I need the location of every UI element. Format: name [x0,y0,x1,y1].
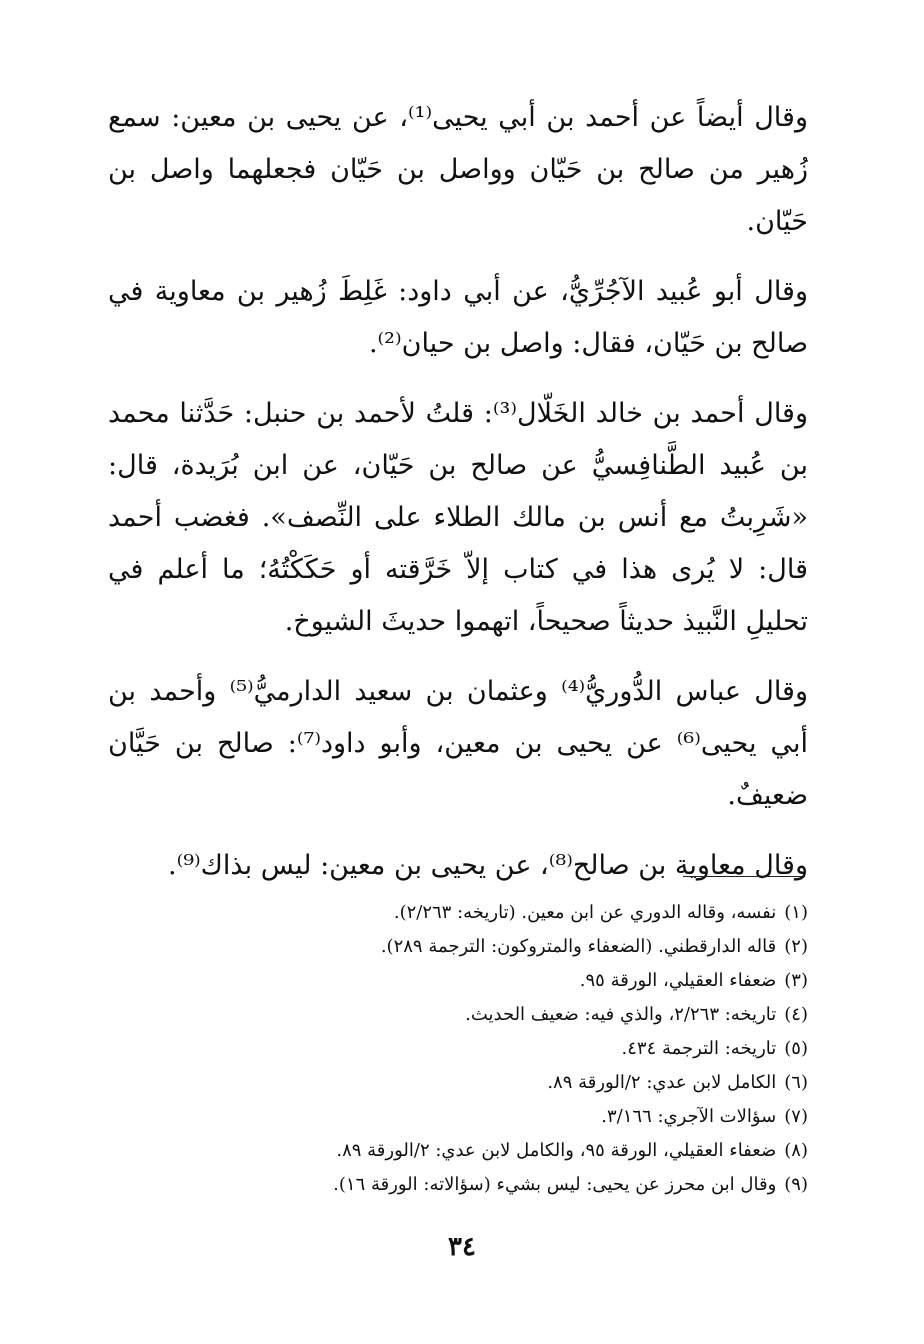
footnote-item [108,1168,808,1202]
footnote-item [108,998,808,1032]
footnote-item [108,1100,808,1134]
main-text [108,92,808,910]
footnote-text: تاريخه: ٢/٢٦٣، والذي فيه: ضعيف الحديث. [465,1004,777,1025]
footnote-number: (٨) [784,1140,808,1161]
footnote-number: (٩) [784,1174,808,1195]
footnote-number: (٣) [784,970,808,991]
footnote-text: قاله الدارقطني. (الضعفاء والمتروكون: الترجمة ٢٨٩). [380,936,777,957]
footnote-number: (١) [784,902,808,923]
paragraph: وقال أحمد بن خالد الخَلّال⁽³⁾: قلتُ لأحمد بن حنبل: حَدَّثنا محمد بن عُبيد الطَّنافِسيُّ عن صالح بن حَيّان، عن ابن بُرَيدة، قال: «شَرِبتُ مع أنس بن مالك الطلاء على النِّصف». فغضب أحمد قال: لا يُرى هذا في كتاب إلاّ خَرَّقته أو حَكَكْتُهُ؛ ما أعلم في تحليلِ النَّبيذ حديثاً صحيحاً، اتهموا حديثَ الشيوخ. [108,398,808,637]
footnote-item [108,930,808,964]
footnote-item [108,1066,808,1100]
footnote-divider [683,876,805,877]
paragraph: وقال أيضاً عن أحمد بن أبي يحيى⁽¹⁾، عن يحيى بن معين: سمع زُهير من صالح بن حَيّان وواصل بن حَيّان فجعلهما واصل بن حَيّان. [108,102,808,237]
paragraph: وقال أبو عُبيد الآجُرِّيُّ، عن أبي داود: غَلِطَ زُهير بن معاوية في صالح بن حَيّان، فقال: واصل بن حيان⁽²⁾. [108,276,808,359]
footnote-number: (٦) [784,1072,808,1093]
footnote-text: ضعفاء العقيلي، الورقة ٩٥. [579,970,777,991]
footnote-item [108,1032,808,1066]
footnote-number: (٢) [784,936,808,957]
footnote-text: ضعفاء العقيلي، الورقة ٩٥، والكامل لابن عدي: ٢/الورقة ٨٩. [336,1140,777,1161]
footnote-number: (٥) [784,1038,808,1059]
footnote-number: (٤) [784,1004,808,1025]
footnote-text: سؤالات الآجري: ٣/١٦٦. [601,1106,777,1127]
paragraph: وقال عباس الدُّوريُّ⁽⁴⁾ وعثمان بن سعيد الدارميُّ⁽⁵⁾ وأحمد بن أبي يحيى⁽⁶⁾ عن يحيى بن معين، وأبو داود⁽⁷⁾: صالح بن حَيَّان ضعيفٌ. [108,676,808,811]
footnote-item [108,1134,808,1168]
footnote-text: وقال ابن محرز عن يحيى: ليس بشيء (سؤالاته: الورقة ١٦). [333,1174,777,1195]
footnote-text: تاريخه: الترجمة ٤٣٤. [621,1038,777,1059]
footnote-text: الكامل لابن عدي: ٢/الورقة ٨٩. [547,1072,777,1093]
page-number: ٣٤ [448,1232,476,1262]
footnotes [108,896,808,1202]
paragraph: وقال معاوية بن صالح⁽⁸⁾، عن يحيى بن معين: ليس بذاك⁽⁹⁾. [168,850,808,881]
footnote-item [108,964,808,998]
footnote-text: نفسه، وقاله الدوري عن ابن معين. (تاريخه: ٢/٢٦٣). [393,902,777,923]
footnote-item [108,896,808,930]
footnote-number: (٧) [784,1106,808,1127]
